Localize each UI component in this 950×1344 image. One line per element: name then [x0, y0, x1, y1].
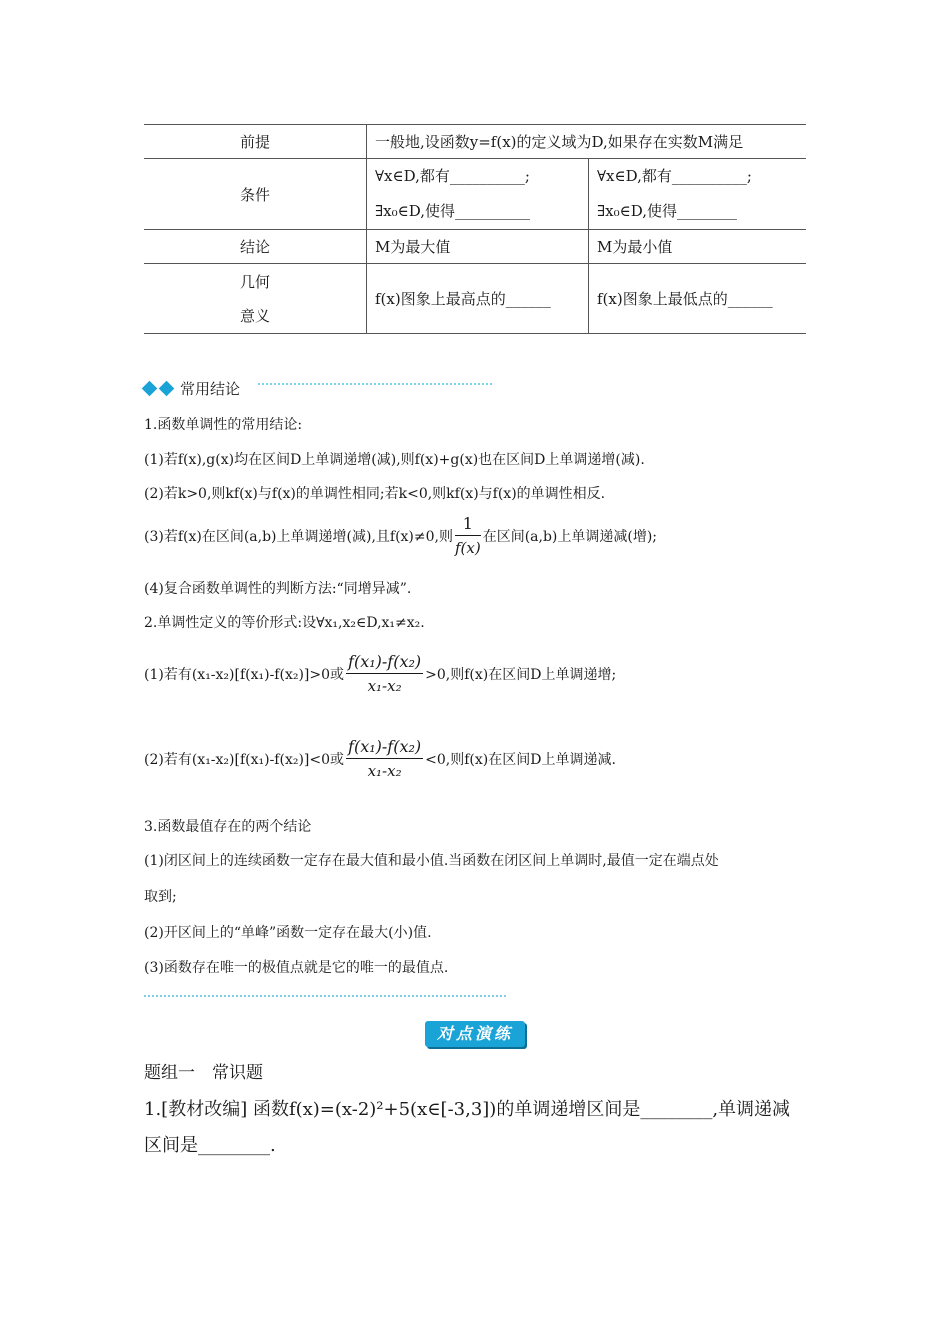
row-label-conclusion: 结论 [144, 230, 367, 264]
table-row [144, 125, 806, 159]
conclusion-3-heading: 3.函数最值存在的两个结论 [144, 819, 312, 835]
conclusion-1-3 [144, 514, 657, 557]
table-row [144, 264, 806, 334]
row-label-condition: 条件 [144, 159, 367, 230]
practice-badge: 对点演练 [425, 1021, 525, 1047]
exercise-group-title: 题组一 常识题 [144, 1063, 263, 1083]
fraction-denominator: f(x) [454, 539, 481, 557]
row-label-premise: 前提 [144, 125, 367, 159]
premise-text: 一般地,设函数y=f(x)的定义域为D,如果存在实数M满足 [367, 125, 807, 159]
max-min-definition-table [144, 124, 806, 334]
row-label-line1: 几何 [239, 272, 270, 291]
table-row [144, 230, 806, 264]
conclusion-1-3-pre: (3)若f(x)在区间(a,b)上单调递增(减),且f(x)≠0,则 [144, 528, 453, 545]
min-condition-cell [589, 159, 807, 230]
min-condition-line2: ∃x₀∈D,使得________ [597, 202, 737, 220]
section-divider-bottom [144, 995, 506, 997]
conclusion-2-2-pre: (2)若有(x₁-x₂)[f(x₁)-f(x₂)]<0或 [144, 751, 345, 768]
row-label-line2: 意义 [239, 306, 270, 325]
min-geometric-meaning: f(x)图象上最低点的______ [589, 264, 807, 334]
conclusion-1-heading: 1.函数单调性的常用结论: [144, 417, 303, 433]
max-geometric-meaning: f(x)图象上最高点的______ [367, 264, 589, 334]
row-label-geometric-meaning [144, 264, 367, 334]
section-title: 常用结论 [180, 379, 241, 398]
conclusion-1-2: (2)若k>0,则kf(x)与f(x)的单调性相同;若k<0,则kf(x)与f(x)的单调性相反. [144, 486, 606, 502]
max-condition-cell [367, 159, 589, 230]
conclusion-1-4: (4)复合函数单调性的判断方法:“同增异减”. [144, 581, 412, 597]
fraction-numerator: f(x₁)-f(x₂) [346, 737, 423, 759]
conclusion-3-2: (2)开区间上的“单峰”函数一定存在最大(小)值. [144, 925, 432, 941]
max-conclusion: M为最大值 [367, 230, 589, 264]
conclusion-3-1-line2: 取到; [144, 889, 177, 905]
difference-quotient-fraction [346, 652, 423, 695]
min-condition-line1: ∀x∈D,都有__________; [597, 167, 752, 185]
conclusion-2-1 [144, 652, 616, 695]
fraction-numerator: 1 [455, 514, 481, 536]
conclusion-3-1-line1: (1)闭区间上的连续函数一定存在最大值和最小值.当函数在闭区间上单调时,最值一定在端点处 [144, 853, 719, 869]
diamond-icon [159, 380, 175, 396]
fraction-numerator: f(x₁)-f(x₂) [346, 652, 423, 674]
conclusion-2-2 [144, 737, 616, 780]
conclusion-2-1-pre: (1)若有(x₁-x₂)[f(x₁)-f(x₂)]>0或 [144, 666, 345, 683]
conclusion-2-1-post: >0,则f(x)在区间D上单调递增; [425, 666, 617, 683]
exercise-question-1: 1.[教材改编] 函数f(x)=(x-2)²+5(x∈[-3,3])的单调递增区间是________,单调递减区间是________. [144, 1099, 791, 1156]
fraction-denominator: x₁-x₂ [367, 677, 402, 695]
table-row [144, 159, 806, 230]
fraction-denominator: x₁-x₂ [367, 762, 402, 780]
max-condition-line2: ∃x₀∈D,使得__________ [375, 202, 530, 220]
conclusion-1-1: (1)若f(x),g(x)均在区间D上单调递增(减),则f(x)+g(x)也在区间D上单调递增(减). [144, 452, 645, 468]
conclusion-3-3: (3)函数存在唯一的极值点就是它的唯一的最值点. [144, 960, 449, 976]
min-conclusion: M为最小值 [589, 230, 807, 264]
conclusion-2-2-post: <0,则f(x)在区间D上单调递减. [425, 751, 616, 768]
max-condition-line1: ∀x∈D,都有__________; [375, 167, 530, 185]
difference-quotient-fraction [346, 737, 423, 780]
section-header [144, 378, 240, 398]
section-divider-top [258, 383, 492, 385]
reciprocal-fraction [455, 514, 481, 557]
diamond-icon [142, 380, 158, 396]
conclusion-1-3-post: 在区间(a,b)上单调递减(增); [482, 528, 658, 545]
conclusion-2-heading: 2.单调性定义的等价形式:设∀x₁,x₂∈D,x₁≠x₂. [144, 615, 425, 631]
